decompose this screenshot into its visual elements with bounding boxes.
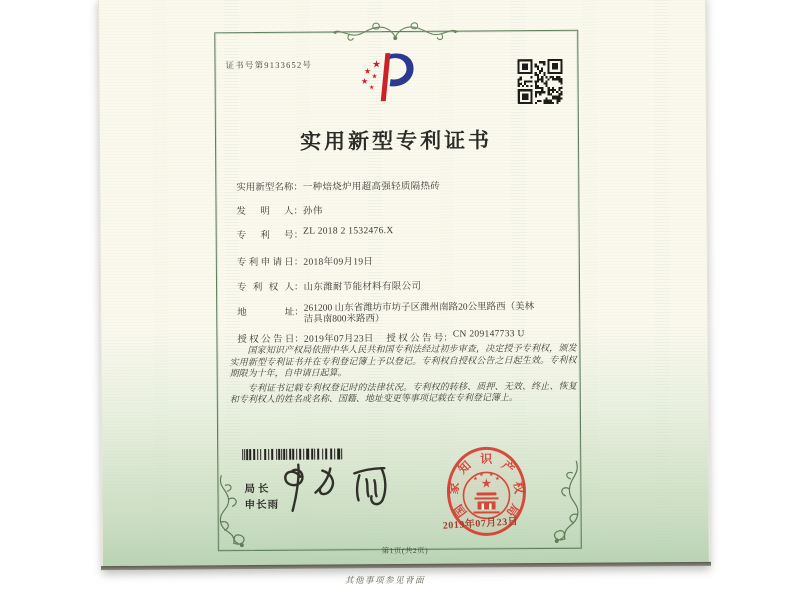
field-row-grant bbox=[237, 329, 525, 346]
field-label: 地址 bbox=[237, 307, 295, 319]
commissioner-name: 申长雨 bbox=[244, 499, 280, 512]
seal-ring-char: 产 bbox=[498, 457, 518, 477]
seal-ring-char: 知 bbox=[455, 458, 474, 477]
cnipa-logo-icon bbox=[355, 48, 415, 106]
seal-ring-char: 识 bbox=[480, 451, 493, 466]
field-label: 发明人 bbox=[236, 206, 294, 218]
field-value: 一种焙烧炉用超高强轻质隔热砖 bbox=[302, 181, 441, 193]
colon: ： bbox=[294, 282, 304, 293]
colon: ： bbox=[443, 333, 453, 344]
certificate-number: 证书号第9133652号 bbox=[225, 59, 313, 71]
field-label: 实用新型名称 bbox=[236, 182, 294, 194]
legal-text bbox=[229, 343, 576, 409]
field-value: 2018年09月19日 bbox=[303, 257, 374, 268]
body-paragraph-1: 国家知识产权局依照中华人民共和国专利法经过初步审查，决定授予专利权，颁发实用新型专利证书并在专利登记簿上予以登记。专利权自授权公告之日起生效。专利权期限为十年，自申请日起算。 bbox=[229, 342, 577, 379]
field-value: 山东潍耐节能材料有限公司 bbox=[303, 281, 422, 293]
field-label: 授权公告日 bbox=[237, 334, 295, 346]
field-label: 专利号 bbox=[236, 230, 294, 242]
seal-ring-char: 权 bbox=[511, 481, 527, 495]
field-value: ZL 2018 2 1532476.X bbox=[303, 226, 394, 237]
colon: ： bbox=[294, 334, 304, 345]
certificate-paper bbox=[98, 0, 710, 570]
grant-no: CN 209147733 U bbox=[452, 329, 525, 340]
grant-date: 2019年07月23日 bbox=[303, 334, 374, 345]
certificate-title: 实用新型专利证书 bbox=[299, 128, 493, 154]
field-row-address bbox=[237, 302, 534, 326]
address-line2: 洁具南800米路西） bbox=[303, 314, 385, 325]
field-row-name bbox=[236, 178, 440, 193]
qr-code bbox=[517, 59, 562, 104]
field-label: 授权公告号 bbox=[386, 333, 444, 345]
field-row-patent-no bbox=[237, 226, 394, 241]
grant-no-pair bbox=[386, 329, 524, 344]
field-row-filing-date bbox=[237, 253, 373, 268]
seal-ring-char: 家 bbox=[446, 481, 462, 495]
address-line1: 261200 山东省潍坊市坊子区潍州南路20公里路西（美林 bbox=[303, 302, 535, 314]
commissioner-title: 局长 bbox=[244, 483, 272, 496]
field-row-inventor bbox=[236, 203, 322, 218]
field-row-patentee bbox=[237, 278, 421, 293]
seal-ring-char: 局 bbox=[503, 501, 523, 520]
body-paragraph-2: 专利证书记载专利权登记时的法律状况。专利权的转移、质押、无效、终止、恢复和专利权人的姓名或名称、国籍、地址变更等事项记载在专利登记簿上。 bbox=[229, 380, 577, 405]
paper-bottom-edge bbox=[101, 562, 711, 570]
field-label: 专利权人 bbox=[237, 282, 295, 294]
colon: ： bbox=[293, 257, 304, 268]
colon: ： bbox=[293, 230, 304, 241]
handwritten-signature bbox=[270, 458, 415, 517]
page-indicator: 第1页(共2页) bbox=[381, 545, 429, 556]
seal-date: 2019年07月23日 bbox=[442, 516, 519, 532]
back-note: 其他事项参见背面 bbox=[345, 575, 426, 585]
seal-ring-char: 国 bbox=[451, 501, 470, 520]
field-value: 孙伟 bbox=[302, 206, 323, 217]
colon: ： bbox=[293, 182, 303, 193]
address-value bbox=[304, 302, 535, 326]
colon: ： bbox=[293, 206, 304, 217]
field-label: 专利申请日 bbox=[236, 257, 294, 269]
colon: ： bbox=[294, 307, 304, 318]
